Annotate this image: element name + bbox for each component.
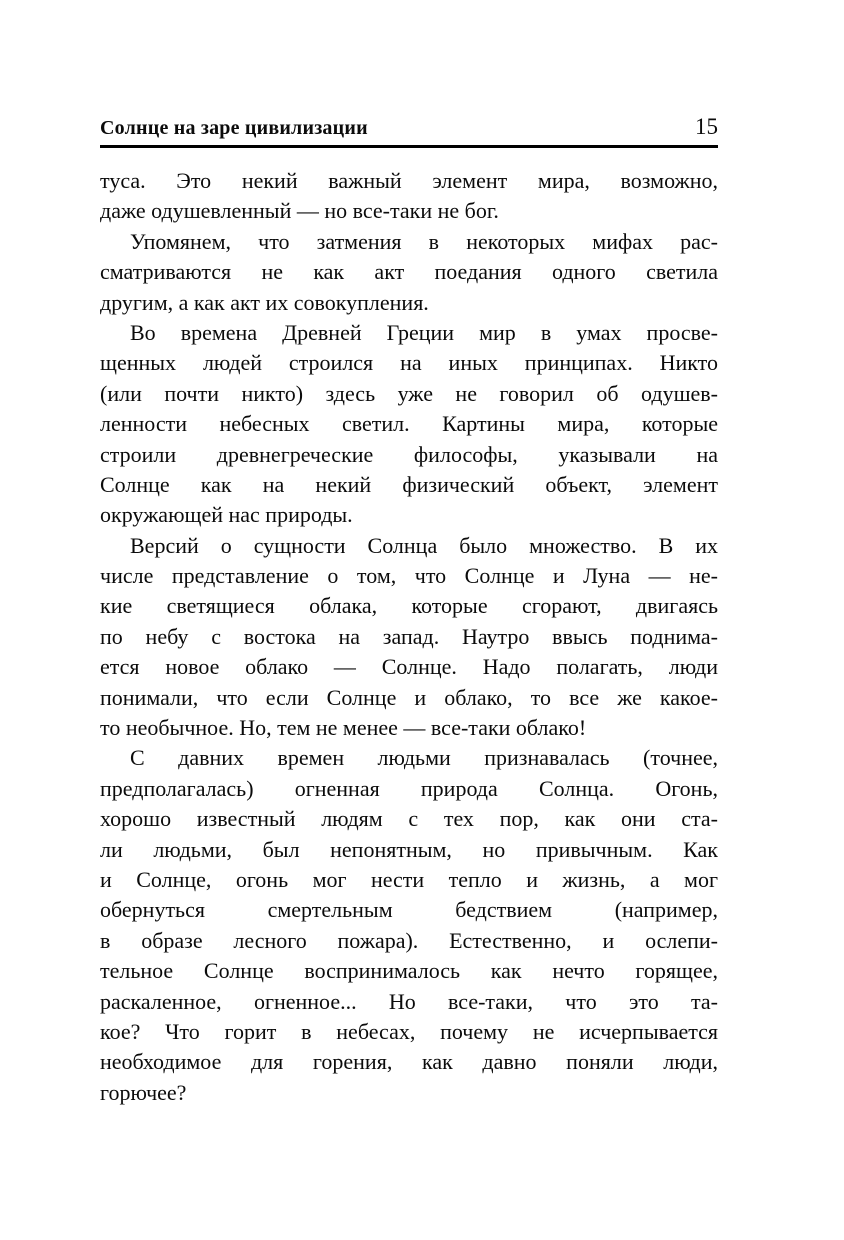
- page-header: [100, 114, 718, 141]
- text-line: и Солнце, огонь мог нести тепло и жизнь, а мог: [100, 866, 718, 892]
- text-line: понимали, что если Солнце и облако, то все же какое-: [100, 684, 718, 710]
- text-line: горючее?: [100, 1079, 187, 1105]
- body-text: [100, 166, 718, 1108]
- text-line: ленности небесных светил. Картины мира, которые: [100, 411, 718, 437]
- text-line: раскаленное, огненное... Но все-таки, что это та-: [100, 988, 718, 1014]
- text-line: даже одушевленный — но все-таки не бог.: [100, 198, 499, 224]
- text-column: [100, 114, 718, 1108]
- text-line: строили древнегреческие философы, указывали на: [100, 441, 718, 467]
- text-line: кие светящиеся облака, которые сгорают, двигаясь: [100, 593, 718, 619]
- text-line: числе представление о том, что Солнце и Луна — не-: [100, 563, 718, 589]
- text-line: щенных людей строился на иных принципах. Никто: [100, 350, 718, 376]
- page-number: 15: [695, 114, 718, 139]
- text-line: ется новое облако — Солнце. Надо полагать, люди: [100, 654, 718, 680]
- text-line: то необычное. Но, тем не менее — все-таки облако!: [100, 715, 587, 741]
- text-line: другим, а как акт их совокупления.: [100, 289, 429, 315]
- text-line: обернуться смертельным бедствием (например,: [100, 897, 718, 923]
- header-rule: [100, 145, 718, 148]
- text-line: ли людьми, был непонятным, но привычным. Как: [100, 836, 718, 862]
- text-line: С давних времен людьми признавалась (точнее,: [130, 745, 718, 771]
- text-line: тельное Солнце воспринималось как нечто горящее,: [100, 958, 718, 984]
- text-line: кое? Что горит в небесах, почему не исчерпывается: [100, 1018, 718, 1044]
- text-line: в образе лесного пожара). Естественно, и ослепи-: [100, 927, 718, 953]
- running-title: Солнце на заре цивилизации: [100, 117, 368, 139]
- text-line: предполагалась) огненная природа Солнца. Огонь,: [100, 775, 718, 801]
- text-line: необходимое для горения, как давно поняли люди,: [100, 1049, 718, 1075]
- text-line: окружающей нас природы.: [100, 502, 353, 528]
- text-line: сматриваются не как акт поедания одного светила: [100, 259, 718, 285]
- text-line: Версий о сущности Солнца было множество. В их: [130, 532, 718, 558]
- text-line: Солнце как на некий физический объект, элемент: [100, 471, 718, 497]
- text-line: по небу с востока на запад. Наутро ввысь поднима-: [100, 623, 718, 649]
- text-line: (или почти никто) здесь уже не говорил об одушев-: [100, 380, 718, 406]
- text-line: Упомянем, что затмения в некоторых мифах рас-: [130, 228, 718, 254]
- text-line: Во времена Древней Греции мир в умах просве-: [130, 319, 718, 345]
- text-line: хорошо известный людям с тех пор, как они ста-: [100, 806, 718, 832]
- text-line: туса. Это некий важный элемент мира, возможно,: [100, 168, 718, 193]
